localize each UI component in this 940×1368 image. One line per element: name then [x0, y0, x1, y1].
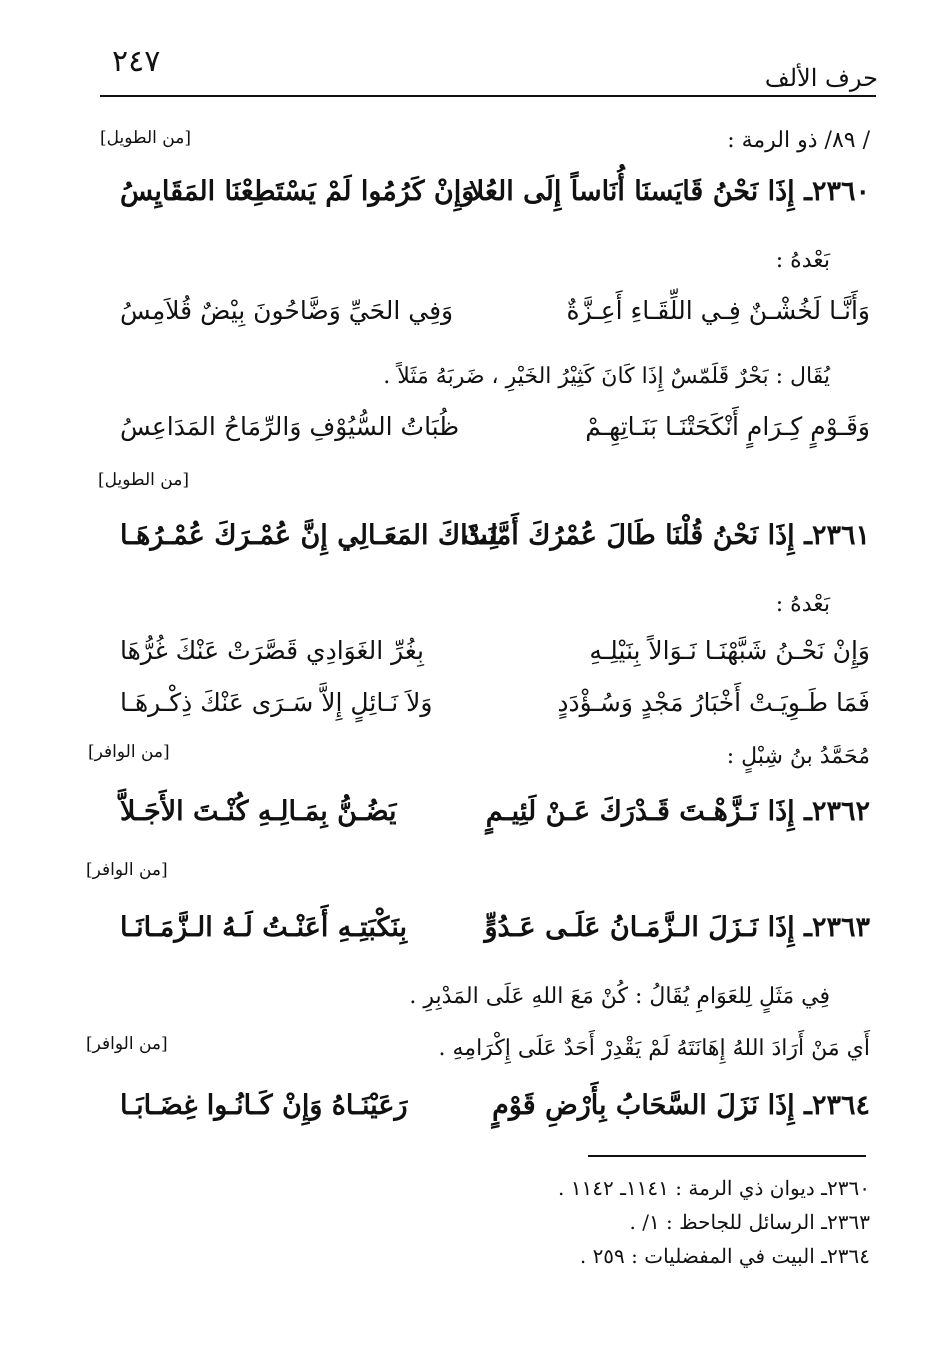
meter-label: [من الطويل]	[98, 470, 189, 490]
verse-first-hemistich: وَقَـوْمٍ كِـرَامٍ أَنْكَحَتْنَـا بَنَـاتِهِـمْ	[585, 412, 870, 441]
verse-second-hemistich: يَضُـنُّ بِمَـالِـهِ كُنْـتَ الأَجَـلاَّ	[120, 796, 397, 827]
verse-first-hemistich: وَأَنَّـا لَخُشْـنٌ فِـي اللِّقَـاءِ أَعِـزَّةٌ	[566, 296, 870, 325]
verse	[120, 688, 870, 740]
explanatory-note: يُقَال : بَحْرٌ قَلَمّسٌ إِذَا كَانَ كَثِيْرُ الخَيْرِ ، ضَربَهُ مَثَلاً .	[383, 364, 830, 389]
verse-second-hemistich: وَإِنْ كَرُمُوا لَمْ يَسْتَطِعْنَا المَقَايِسُ	[120, 176, 475, 207]
follow-up-label: بَعْدهُ :	[775, 592, 830, 617]
follow-up-label: بَعْدهُ :	[775, 248, 830, 273]
verse-second-hemistich: بِغُرِّ الغَوَادِي قَصَّرَتْ عَنْكَ غُرُّهَا	[120, 636, 424, 665]
verse	[120, 176, 870, 228]
footnote: ٢٣٦٣ـ الرسائل للجاحظ : ١/ .	[629, 1210, 870, 1234]
meter-label: [من الوافر]	[88, 742, 170, 762]
verse	[120, 1090, 870, 1142]
chapter-title: حرف الألف	[764, 64, 878, 92]
verse-first-hemistich: وَإِنْ نَحْـنُ شَبَّهْنَـا نَـوَالاً بِنَيْلِـهِ	[589, 636, 870, 665]
verse-first-hemistich: ٢٣٦٠ـ إِذَا نَحْنُ قَايَسنَا أُنَاساً إِلَى العُلا	[468, 176, 870, 207]
verse	[120, 520, 870, 572]
verse-first-hemistich: فَمَا طَـوِيَـتْ أَخْبَارُ مَجْدٍ وَسُـؤْدَدٍ	[557, 688, 870, 717]
verse	[120, 296, 870, 348]
verse-first-hemistich: ٢٣٦٣ـ إِذَا نَـزَلَ الـزَّمَـانُ عَلَـى عَـدُوٍّ	[484, 912, 870, 943]
verse-first-hemistich: ٢٣٦١ـ إِذَا نَحْنُ قُلْنَا طَالَ عُمْرُكَ أَمَّنَتْ	[462, 520, 870, 551]
poet-attribution: / ٨٩/ ذو الرمة :	[727, 128, 870, 153]
verse-second-hemistich: وَلاَ نَـائِلٍ إِلاَّ سَـرَى عَنْكَ ذِكْـرهَـا	[120, 688, 433, 717]
footnote: ٢٣٦٠ـ ديوان ذي الرمة : ١١٤١ـ ١١٤٢ .	[558, 1176, 870, 1200]
verse-first-hemistich: ٢٣٦٤ـ إِذَا نَزَلَ السَّحَابُ بِأَرْضِ قَوْمٍ	[492, 1090, 870, 1121]
meter-label: [من الوافر]	[86, 1034, 168, 1054]
explanatory-note: فِي مَثَلٍ لِلعَوَامِ يُقَالُ : كُنْ مَعَ اللهِ عَلَى المَدْبِرِ .	[409, 984, 830, 1009]
poet-attribution: مُحَمَّدُ بنُ شِبْلٍ :	[726, 744, 870, 769]
footnote-rule	[588, 1155, 866, 1157]
verse-second-hemistich: بِنَكْبَتِـهِ أَعَنْـتُ لَـهُ الـزَّمَـانَـا	[120, 912, 408, 943]
meter-label: [من الطويل]	[100, 128, 191, 148]
footnote: ٢٣٦٤ـ البيت في المفضليات : ٢٥٩ .	[579, 1244, 870, 1268]
header-rule	[100, 95, 876, 97]
verse-second-hemistich: وَفِي الحَيِّ وَضَّاحُونَ بِيْضٌ قُلاَمِسُ	[120, 296, 454, 325]
verse	[120, 412, 870, 464]
verse	[120, 636, 870, 688]
page-number: ٢٤٧	[112, 44, 161, 79]
verse-first-hemistich: ٢٣٦٢ـ إِذَا نَـزَّهْـتَ قَـدْرَكَ عَـنْ لَئِيـمٍ	[485, 796, 870, 827]
verse	[120, 796, 870, 848]
meter-label: [من الوافر]	[86, 860, 168, 880]
verse-second-hemistich: لِـذَاكَ المَعَـالِي إِنَّ عُمْـرَكَ عُمْـرُهَـا	[120, 520, 498, 551]
verse-second-hemistich: ظُبَاتُ السُّيُوْفِ وَالرِّمَاحُ المَدَاعِسُ	[120, 412, 460, 441]
verse-second-hemistich: رَعَيْنَـاهُ وَإِنْ كَـانُـوا غِضَـابَـا	[120, 1090, 408, 1121]
explanatory-note: أَي مَنْ أَرَادَ اللهُ إِهَانَتَهُ لَمْ يَقْدِرْ أَحَدٌ عَلَى إِكْرَامِهِ .	[438, 1036, 870, 1061]
verse	[120, 912, 870, 964]
